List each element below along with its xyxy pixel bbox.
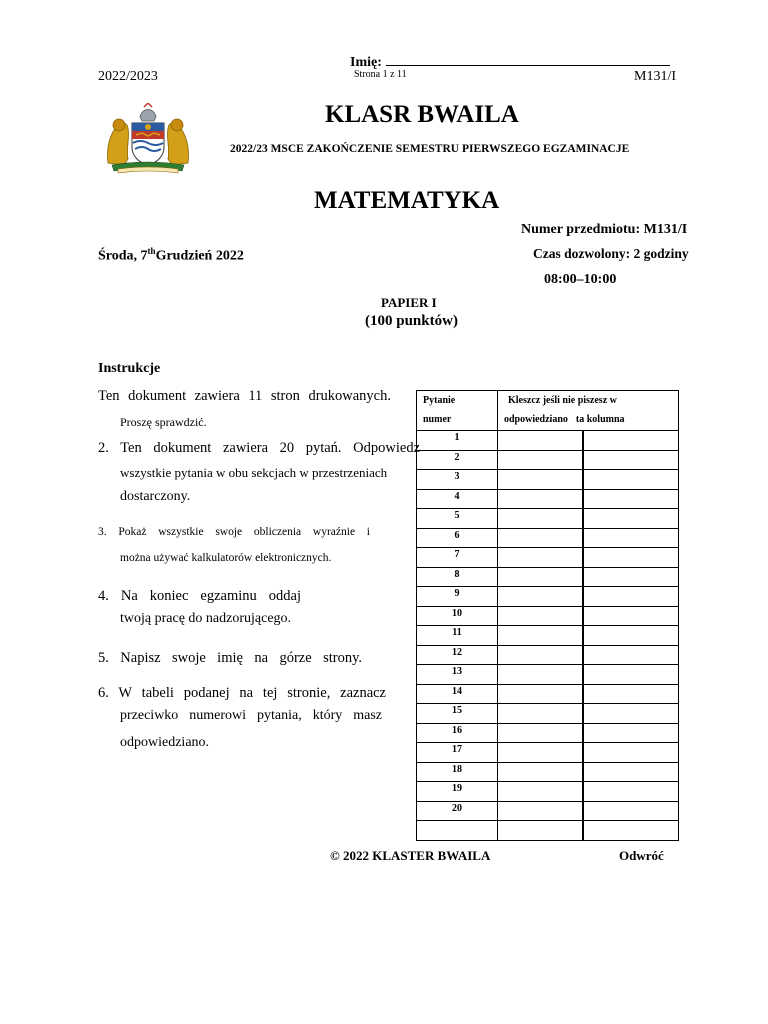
instruction-text: 2. Ten dokument zawiera 20 pytań. Odpowiedz xyxy=(98,440,420,456)
tick-cell[interactable] xyxy=(498,801,584,821)
tick-cell[interactable] xyxy=(498,567,584,587)
question-number-cell xyxy=(417,762,498,782)
name-label: Imię: xyxy=(350,55,382,70)
question-number: 15 xyxy=(452,705,462,716)
blank-cell[interactable] xyxy=(583,665,679,685)
blank-cell[interactable] xyxy=(583,684,679,704)
tick-cell[interactable] xyxy=(498,704,584,724)
blank-cell[interactable] xyxy=(583,431,679,451)
table-row xyxy=(417,645,679,665)
blank-cell[interactable] xyxy=(583,489,679,509)
table-row xyxy=(417,567,679,587)
question-number-cell xyxy=(417,509,498,529)
table-row xyxy=(417,606,679,626)
question-number-cell xyxy=(417,704,498,724)
tick-cell[interactable] xyxy=(498,626,584,646)
table-row xyxy=(417,801,679,821)
blank-cell[interactable] xyxy=(583,548,679,568)
table-row xyxy=(417,528,679,548)
date-prefix: Środa, 7 xyxy=(98,248,148,264)
time-range: 08:00–10:00 xyxy=(544,272,617,287)
blank-cell[interactable] xyxy=(583,762,679,782)
question-number: 14 xyxy=(452,685,462,697)
time-allowed: Czas dozwolony: 2 godziny xyxy=(533,246,689,261)
question-number: 19 xyxy=(452,783,462,794)
malawi-coat-of-arms-emblem xyxy=(102,103,194,175)
question-number: 9 xyxy=(454,588,460,599)
instruction-text: Proszę sprawdzić. xyxy=(120,415,207,429)
question-number: 5 xyxy=(454,510,460,521)
instructions-heading: Instrukcje xyxy=(98,361,161,376)
tick-cell[interactable] xyxy=(498,450,584,470)
subject-title: MATEMATYKA xyxy=(314,187,500,214)
tick-cell[interactable] xyxy=(498,470,584,490)
tick-cell[interactable] xyxy=(498,489,584,509)
copyright: © 2022 KLASTER BWAILA xyxy=(330,848,491,863)
page-number: Strona 1 z 11 xyxy=(354,69,407,80)
blank-cell[interactable] xyxy=(583,587,679,607)
tick-cell[interactable] xyxy=(498,723,584,743)
question-number-cell xyxy=(417,684,498,704)
question-number-cell xyxy=(417,743,498,763)
header-question-number xyxy=(417,391,498,431)
header-text: Kleszcz jeśli nie piszesz w xyxy=(508,395,617,406)
header-text: ta kolumna xyxy=(575,414,625,425)
tick-cell[interactable] xyxy=(498,665,584,685)
question-number-cell xyxy=(417,567,498,587)
question-number: 11 xyxy=(452,627,462,638)
question-number: 3 xyxy=(454,471,460,482)
instruction-text: 3. Pokaż wszystkie swoje obliczenia wyraźnie i xyxy=(98,526,370,538)
empty-cell xyxy=(417,821,498,841)
table-row xyxy=(417,626,679,646)
question-number-cell xyxy=(417,606,498,626)
tick-cell[interactable] xyxy=(498,684,584,704)
table-row xyxy=(417,743,679,763)
question-number-cell xyxy=(417,528,498,548)
question-number-cell xyxy=(417,782,498,802)
header-tick-column xyxy=(498,391,679,431)
table-row xyxy=(417,684,679,704)
empty-cell xyxy=(583,821,679,841)
question-number: 2 xyxy=(454,451,460,463)
question-number: 4 xyxy=(454,490,460,502)
table-row xyxy=(417,665,679,685)
tick-cell[interactable] xyxy=(498,431,584,451)
name-line xyxy=(386,52,670,66)
blank-cell[interactable] xyxy=(583,450,679,470)
question-number-cell xyxy=(417,645,498,665)
blank-cell[interactable] xyxy=(583,782,679,802)
instruction-4 xyxy=(98,584,301,609)
turn-over-label: Odwróć xyxy=(619,848,664,863)
question-number-cell xyxy=(417,587,498,607)
table-row xyxy=(417,782,679,802)
instruction-text: dostarczony. xyxy=(120,489,191,504)
table-row xyxy=(417,489,679,509)
header-text-line-2 xyxy=(498,410,678,429)
tick-cell[interactable] xyxy=(498,528,584,548)
tick-cell[interactable] xyxy=(498,509,584,529)
question-number: 10 xyxy=(452,607,462,619)
blank-cell[interactable] xyxy=(583,567,679,587)
instruction-3 xyxy=(98,526,370,538)
table-row xyxy=(417,470,679,490)
blank-cell[interactable] xyxy=(583,470,679,490)
instruction-text: twoją pracę do nadzorującego. xyxy=(120,611,292,626)
tick-cell[interactable] xyxy=(498,782,584,802)
question-number-cell xyxy=(417,801,498,821)
header-text: numer xyxy=(423,414,452,425)
empty-cell xyxy=(498,821,584,841)
tick-cell[interactable] xyxy=(498,548,584,568)
date-suffix: Grudzień 2022 xyxy=(155,248,244,264)
question-number-cell xyxy=(417,665,498,685)
instruction-6 xyxy=(98,681,386,706)
question-number: 16 xyxy=(452,724,462,736)
question-number-cell xyxy=(417,470,498,490)
question-number-cell xyxy=(417,489,498,509)
answer-tracking-table xyxy=(416,390,679,841)
instruction-text: 6. W tabeli podanej na tej stronie, zaznacz xyxy=(98,685,386,701)
table-row xyxy=(417,548,679,568)
question-number: 7 xyxy=(454,549,460,560)
table-row xyxy=(417,704,679,724)
school-year: 2022/2023 xyxy=(98,69,158,84)
blank-cell[interactable] xyxy=(583,528,679,548)
instruction-text: wszystkie pytania w obu sekcjach w przestrzeniach xyxy=(120,465,388,480)
table-row xyxy=(417,762,679,782)
instruction-5 xyxy=(98,646,362,671)
instruction-1 xyxy=(98,384,391,409)
question-number-cell xyxy=(417,548,498,568)
question-number: 6 xyxy=(454,529,460,541)
instruction-text: przeciwko numerowi pytania, który masz xyxy=(120,708,382,723)
instruction-6-line-2 xyxy=(120,708,382,724)
blank-cell[interactable] xyxy=(583,645,679,665)
table-row xyxy=(417,723,679,743)
tick-cell[interactable] xyxy=(498,762,584,782)
table-header-row xyxy=(417,391,679,431)
question-number: 12 xyxy=(452,646,462,658)
tick-cell[interactable] xyxy=(498,606,584,626)
blank-cell[interactable] xyxy=(583,509,679,529)
table-row xyxy=(417,431,679,451)
instruction-text: można używać kalkulatorów elektronicznych. xyxy=(120,552,332,564)
paper-code: M131/I xyxy=(634,69,676,84)
instruction-text: 5. Napisz swoje imię na górze strony. xyxy=(98,650,362,666)
blank-cell[interactable] xyxy=(583,723,679,743)
date-sup: th xyxy=(147,246,156,256)
question-number: 17 xyxy=(452,744,462,755)
paper-label: PAPIER I xyxy=(381,295,437,310)
blank-cell[interactable] xyxy=(583,626,679,646)
table-row xyxy=(417,450,679,470)
tick-cell[interactable] xyxy=(498,743,584,763)
question-number-cell xyxy=(417,431,498,451)
question-number-cell xyxy=(417,723,498,743)
question-number: 13 xyxy=(452,666,462,677)
instruction-2 xyxy=(98,436,420,461)
question-number-cell xyxy=(417,626,498,646)
school-title: KLASR BWAILA xyxy=(325,101,519,128)
question-number: 8 xyxy=(454,568,460,580)
blank-cell[interactable] xyxy=(583,606,679,626)
blank-cell[interactable] xyxy=(583,801,679,821)
header-text: odpowiedziano xyxy=(504,414,568,425)
instruction-text: 4. Na koniec egzaminu oddaj xyxy=(98,588,301,604)
subject-number: Numer przedmiotu: M131/I xyxy=(521,222,688,237)
points-label: (100 punktów) xyxy=(365,313,458,329)
blank-cell[interactable] xyxy=(583,704,679,724)
instruction-text: odpowiedziano. xyxy=(120,735,210,750)
tick-cell[interactable] xyxy=(498,587,584,607)
blank-cell[interactable] xyxy=(583,743,679,763)
question-number: 20 xyxy=(452,802,462,814)
exam-date xyxy=(98,246,244,265)
table-row xyxy=(417,509,679,529)
question-number-cell xyxy=(417,450,498,470)
tick-cell[interactable] xyxy=(498,645,584,665)
table-row-empty xyxy=(417,821,679,841)
question-number: 1 xyxy=(454,432,460,443)
header-text: Pytanie xyxy=(423,395,456,406)
instruction-text: Ten dokument zawiera 11 stron drukowanych. xyxy=(98,388,391,404)
question-number: 18 xyxy=(452,763,462,775)
exam-title: 2022/23 MSCE ZAKOŃCZENIE SEMESTRU PIERWSZEGO EGZAMINACJE xyxy=(230,143,630,155)
table-row xyxy=(417,587,679,607)
